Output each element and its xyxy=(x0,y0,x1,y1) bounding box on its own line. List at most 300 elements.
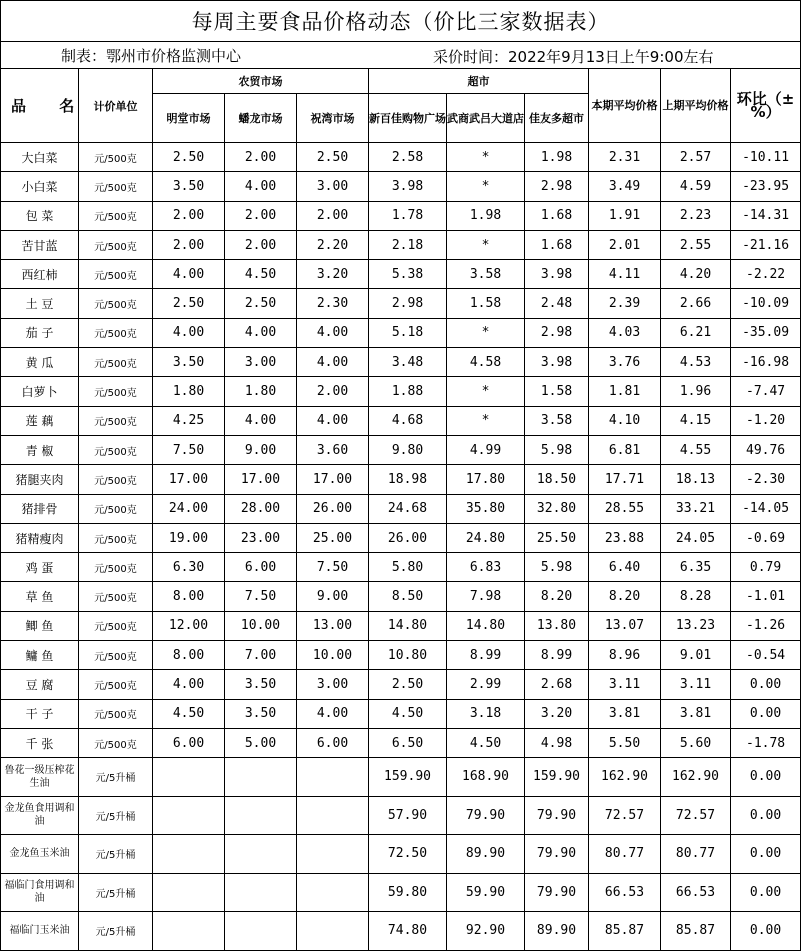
price-s2: 92.90 xyxy=(447,912,525,951)
price-last: 4.20 xyxy=(661,260,731,289)
table-row xyxy=(1,465,801,494)
price-m1: 24.00 xyxy=(153,494,225,523)
price-chg: 0.00 xyxy=(731,758,801,797)
price-m1: 2.00 xyxy=(153,230,225,259)
price-avg: 4.11 xyxy=(589,260,661,289)
item-name: 千 张 xyxy=(1,728,79,757)
item-name: 金龙鱼玉米油 xyxy=(1,835,79,874)
price-s2: * xyxy=(447,230,525,259)
price-s1: 24.68 xyxy=(369,494,447,523)
price-last: 2.57 xyxy=(661,143,731,172)
price-last: 1.96 xyxy=(661,377,731,406)
price-m2: 2.50 xyxy=(225,289,297,318)
price-m2: 7.00 xyxy=(225,641,297,670)
header-change: 环比（±%） xyxy=(731,69,801,143)
price-s3: 8.20 xyxy=(525,582,589,611)
price-avg: 3.11 xyxy=(589,670,661,699)
price-last: 6.35 xyxy=(661,553,731,582)
table-row xyxy=(1,260,801,289)
price-m1: 7.50 xyxy=(153,435,225,464)
price-m2: 4.50 xyxy=(225,260,297,289)
price-last: 162.90 xyxy=(661,758,731,797)
price-s3: 4.98 xyxy=(525,728,589,757)
price-s1: 59.80 xyxy=(369,873,447,912)
price-avg: 23.88 xyxy=(589,523,661,552)
price-s3: 2.98 xyxy=(525,172,589,201)
price-chg: -0.54 xyxy=(731,641,801,670)
price-m1: 4.50 xyxy=(153,699,225,728)
price-chg: 0.00 xyxy=(731,873,801,912)
item-name: 西红柿 xyxy=(1,260,79,289)
price-s1: 2.58 xyxy=(369,143,447,172)
table-row xyxy=(1,377,801,406)
price-s3: 2.98 xyxy=(525,318,589,347)
price-s2: 3.58 xyxy=(447,260,525,289)
price-avg: 2.01 xyxy=(589,230,661,259)
price-last: 18.13 xyxy=(661,465,731,494)
item-name: 苦甘蓝 xyxy=(1,230,79,259)
price-m3: 26.00 xyxy=(297,494,369,523)
item-name: 鲫 鱼 xyxy=(1,611,79,640)
price-s1: 18.98 xyxy=(369,465,447,494)
price-s1: 4.68 xyxy=(369,406,447,435)
price-m3: 6.00 xyxy=(297,728,369,757)
price-avg: 3.49 xyxy=(589,172,661,201)
header-market-2: 蟠龙市场 xyxy=(225,94,297,143)
price-s1: 6.50 xyxy=(369,728,447,757)
price-s3: 79.90 xyxy=(525,796,589,835)
item-unit: 元/500克 xyxy=(79,641,153,670)
price-avg: 3.81 xyxy=(589,699,661,728)
price-m2: 10.00 xyxy=(225,611,297,640)
price-s2: 14.80 xyxy=(447,611,525,640)
price-s1: 2.50 xyxy=(369,670,447,699)
item-name: 豆 腐 xyxy=(1,670,79,699)
price-s2: * xyxy=(447,143,525,172)
price-m3: 10.00 xyxy=(297,641,369,670)
price-chg: -14.31 xyxy=(731,201,801,230)
price-m3 xyxy=(297,873,369,912)
price-m1 xyxy=(153,758,225,797)
table-row xyxy=(1,553,801,582)
item-unit: 元/500克 xyxy=(79,435,153,464)
price-m2: 3.50 xyxy=(225,699,297,728)
table-row xyxy=(1,289,801,318)
price-m1 xyxy=(153,873,225,912)
item-unit: 元/500克 xyxy=(79,377,153,406)
price-s3: 5.98 xyxy=(525,553,589,582)
item-unit: 元/500克 xyxy=(79,230,153,259)
price-s1: 5.38 xyxy=(369,260,447,289)
price-s2: 4.50 xyxy=(447,728,525,757)
price-m2 xyxy=(225,758,297,797)
price-s1: 2.18 xyxy=(369,230,447,259)
price-m3: 4.00 xyxy=(297,699,369,728)
header-market-3: 祝湾市场 xyxy=(297,94,369,143)
price-m1: 4.00 xyxy=(153,260,225,289)
item-name: 猪精瘦肉 xyxy=(1,523,79,552)
price-m1: 4.00 xyxy=(153,318,225,347)
price-s1: 57.90 xyxy=(369,796,447,835)
item-unit: 元/500克 xyxy=(79,494,153,523)
price-s2: 3.18 xyxy=(447,699,525,728)
price-chg: -1.20 xyxy=(731,406,801,435)
price-avg: 72.57 xyxy=(589,796,661,835)
price-s1: 5.18 xyxy=(369,318,447,347)
price-m3: 17.00 xyxy=(297,465,369,494)
price-m2: 7.50 xyxy=(225,582,297,611)
price-m2: 6.00 xyxy=(225,553,297,582)
price-m1 xyxy=(153,835,225,874)
price-chg: -2.30 xyxy=(731,465,801,494)
item-name: 福临门玉米油 xyxy=(1,912,79,951)
price-s1: 26.00 xyxy=(369,523,447,552)
item-name: 猪排骨 xyxy=(1,494,79,523)
item-unit: 元/5升桶 xyxy=(79,873,153,912)
price-avg: 80.77 xyxy=(589,835,661,874)
item-name: 茄 子 xyxy=(1,318,79,347)
price-m3: 2.20 xyxy=(297,230,369,259)
item-name: 包 菜 xyxy=(1,201,79,230)
header-name: 品 名 xyxy=(1,69,79,143)
price-m3: 7.50 xyxy=(297,553,369,582)
price-m2 xyxy=(225,912,297,951)
price-s2: * xyxy=(447,172,525,201)
price-last: 5.60 xyxy=(661,728,731,757)
price-avg: 8.20 xyxy=(589,582,661,611)
price-m1 xyxy=(153,796,225,835)
item-unit: 元/500克 xyxy=(79,728,153,757)
price-s2: 79.90 xyxy=(447,796,525,835)
price-chg: 0.79 xyxy=(731,553,801,582)
price-m3: 3.60 xyxy=(297,435,369,464)
price-last: 9.01 xyxy=(661,641,731,670)
price-m3: 4.00 xyxy=(297,348,369,377)
price-chg: 0.00 xyxy=(731,796,801,835)
price-last: 33.21 xyxy=(661,494,731,523)
price-m2: 3.50 xyxy=(225,670,297,699)
price-s3: 1.58 xyxy=(525,377,589,406)
price-last: 24.05 xyxy=(661,523,731,552)
price-m3 xyxy=(297,796,369,835)
price-chg: 49.76 xyxy=(731,435,801,464)
price-s3: 79.90 xyxy=(525,873,589,912)
price-s3: 159.90 xyxy=(525,758,589,797)
price-s3: 32.80 xyxy=(525,494,589,523)
price-m3 xyxy=(297,912,369,951)
price-s3: 25.50 xyxy=(525,523,589,552)
price-last: 85.87 xyxy=(661,912,731,951)
price-m1: 1.80 xyxy=(153,377,225,406)
item-unit: 元/500克 xyxy=(79,348,153,377)
item-unit: 元/500克 xyxy=(79,465,153,494)
table-row xyxy=(1,172,801,201)
item-unit: 元/500克 xyxy=(79,201,153,230)
price-s1: 8.50 xyxy=(369,582,447,611)
price-last: 4.59 xyxy=(661,172,731,201)
price-s2: 1.58 xyxy=(447,289,525,318)
price-chg: -10.09 xyxy=(731,289,801,318)
price-s3: 1.68 xyxy=(525,230,589,259)
price-m2: 2.00 xyxy=(225,230,297,259)
item-name: 干 子 xyxy=(1,699,79,728)
item-unit: 元/500克 xyxy=(79,172,153,201)
price-s3: 2.68 xyxy=(525,670,589,699)
item-name: 鳙 鱼 xyxy=(1,641,79,670)
table-row xyxy=(1,758,801,797)
price-chg: 0.00 xyxy=(731,835,801,874)
price-m2: 28.00 xyxy=(225,494,297,523)
price-m3: 4.00 xyxy=(297,406,369,435)
price-last: 2.55 xyxy=(661,230,731,259)
price-m3: 3.20 xyxy=(297,260,369,289)
price-last: 3.11 xyxy=(661,670,731,699)
price-last: 4.53 xyxy=(661,348,731,377)
header-unit: 计价单位 xyxy=(79,69,153,143)
price-s1: 3.98 xyxy=(369,172,447,201)
price-s3: 3.98 xyxy=(525,348,589,377)
item-name: 白萝卜 xyxy=(1,377,79,406)
table-row xyxy=(1,582,801,611)
price-m1: 8.00 xyxy=(153,641,225,670)
price-s2: 35.80 xyxy=(447,494,525,523)
header-avg-this: 本期平均价格 xyxy=(589,69,661,143)
price-s1: 72.50 xyxy=(369,835,447,874)
price-m3: 2.00 xyxy=(297,201,369,230)
price-last: 2.23 xyxy=(661,201,731,230)
table-row xyxy=(1,230,801,259)
price-s2: 8.99 xyxy=(447,641,525,670)
price-last: 2.66 xyxy=(661,289,731,318)
price-avg: 8.96 xyxy=(589,641,661,670)
price-m2: 1.80 xyxy=(225,377,297,406)
price-chg: 0.00 xyxy=(731,699,801,728)
price-m3: 3.00 xyxy=(297,172,369,201)
price-m1: 4.25 xyxy=(153,406,225,435)
price-chg: -16.98 xyxy=(731,348,801,377)
price-avg: 1.81 xyxy=(589,377,661,406)
price-s2: 2.99 xyxy=(447,670,525,699)
price-s2: 24.80 xyxy=(447,523,525,552)
table-row xyxy=(1,406,801,435)
price-m3: 25.00 xyxy=(297,523,369,552)
price-s2: 59.90 xyxy=(447,873,525,912)
price-m1: 12.00 xyxy=(153,611,225,640)
price-last: 72.57 xyxy=(661,796,731,835)
price-avg: 1.91 xyxy=(589,201,661,230)
price-s2: * xyxy=(447,377,525,406)
price-m3: 2.00 xyxy=(297,377,369,406)
price-s2: * xyxy=(447,318,525,347)
header-avg-last: 上期平均价格 xyxy=(661,69,731,143)
table-row xyxy=(1,796,801,835)
price-chg: -10.11 xyxy=(731,143,801,172)
price-avg: 28.55 xyxy=(589,494,661,523)
price-last: 3.81 xyxy=(661,699,731,728)
price-s2: 1.98 xyxy=(447,201,525,230)
header-supermarket-2: 武商武吕大道店 xyxy=(447,94,525,143)
price-chg: -0.69 xyxy=(731,523,801,552)
price-m2: 23.00 xyxy=(225,523,297,552)
price-s1: 14.80 xyxy=(369,611,447,640)
price-s3: 1.68 xyxy=(525,201,589,230)
item-unit: 元/500克 xyxy=(79,318,153,347)
item-unit: 元/500克 xyxy=(79,523,153,552)
item-unit: 元/5升桶 xyxy=(79,912,153,951)
price-last: 4.15 xyxy=(661,406,731,435)
price-m2 xyxy=(225,835,297,874)
price-chg: -35.09 xyxy=(731,318,801,347)
price-chg: -1.01 xyxy=(731,582,801,611)
price-m1: 2.50 xyxy=(153,143,225,172)
price-m2 xyxy=(225,796,297,835)
price-m2 xyxy=(225,873,297,912)
price-s3: 18.50 xyxy=(525,465,589,494)
price-m1: 2.50 xyxy=(153,289,225,318)
price-s1: 2.98 xyxy=(369,289,447,318)
item-unit: 元/5升桶 xyxy=(79,758,153,797)
price-s3: 8.99 xyxy=(525,641,589,670)
price-s3: 79.90 xyxy=(525,835,589,874)
price-s1: 74.80 xyxy=(369,912,447,951)
page-title: 每周主要食品价格动态（价比三家数据表） xyxy=(1,1,801,42)
price-s3: 5.98 xyxy=(525,435,589,464)
item-unit: 元/500克 xyxy=(79,406,153,435)
price-avg: 66.53 xyxy=(589,873,661,912)
price-last: 80.77 xyxy=(661,835,731,874)
price-chg: -21.16 xyxy=(731,230,801,259)
price-m3: 9.00 xyxy=(297,582,369,611)
price-s1: 1.88 xyxy=(369,377,447,406)
maker-label: 制表：鄂州市价格监测中心 xyxy=(61,46,242,65)
item-name: 鸡 蛋 xyxy=(1,553,79,582)
price-s1: 9.80 xyxy=(369,435,447,464)
price-s1: 10.80 xyxy=(369,641,447,670)
price-last: 13.23 xyxy=(661,611,731,640)
price-chg: -1.26 xyxy=(731,611,801,640)
price-m2: 4.00 xyxy=(225,318,297,347)
item-name: 金龙鱼食用调和油 xyxy=(1,796,79,835)
price-m2: 3.00 xyxy=(225,348,297,377)
price-m2: 9.00 xyxy=(225,435,297,464)
price-avg: 5.50 xyxy=(589,728,661,757)
price-m1: 8.00 xyxy=(153,582,225,611)
price-avg: 2.39 xyxy=(589,289,661,318)
item-name: 猪腿夹肉 xyxy=(1,465,79,494)
price-m3: 2.30 xyxy=(297,289,369,318)
price-m2: 4.00 xyxy=(225,172,297,201)
table-row xyxy=(1,201,801,230)
price-s2: 4.58 xyxy=(447,348,525,377)
price-chg: -23.95 xyxy=(731,172,801,201)
table-row xyxy=(1,435,801,464)
price-m3: 2.50 xyxy=(297,143,369,172)
price-m1: 6.30 xyxy=(153,553,225,582)
price-s3: 3.98 xyxy=(525,260,589,289)
header-supermarket-1: 新百佳购物广场 xyxy=(369,94,447,143)
price-s3: 2.48 xyxy=(525,289,589,318)
price-avg: 2.31 xyxy=(589,143,661,172)
item-name: 福临门食用调和油 xyxy=(1,873,79,912)
price-avg: 17.71 xyxy=(589,465,661,494)
price-avg: 4.10 xyxy=(589,406,661,435)
item-name: 青 椒 xyxy=(1,435,79,464)
price-s2: 4.99 xyxy=(447,435,525,464)
price-s1: 1.78 xyxy=(369,201,447,230)
price-s3: 3.58 xyxy=(525,406,589,435)
price-m1: 3.50 xyxy=(153,172,225,201)
price-chg: -2.22 xyxy=(731,260,801,289)
item-name: 鲁花一级压榨花生油 xyxy=(1,758,79,797)
price-last: 4.55 xyxy=(661,435,731,464)
price-s2: 89.90 xyxy=(447,835,525,874)
collect-time-label: 采价时间：2022年9月13日上午9:00左右 xyxy=(433,48,714,66)
price-s1: 5.80 xyxy=(369,553,447,582)
price-chg: 0.00 xyxy=(731,912,801,951)
price-s3: 3.20 xyxy=(525,699,589,728)
price-m2: 4.00 xyxy=(225,406,297,435)
header-supermarket-3: 佳友多超市 xyxy=(525,94,589,143)
price-m1: 2.00 xyxy=(153,201,225,230)
price-m1: 3.50 xyxy=(153,348,225,377)
table-row xyxy=(1,728,801,757)
table-row xyxy=(1,611,801,640)
item-unit: 元/5升桶 xyxy=(79,796,153,835)
price-m2: 2.00 xyxy=(225,143,297,172)
price-s2: 17.80 xyxy=(447,465,525,494)
table-row xyxy=(1,143,801,172)
item-name: 黄 瓜 xyxy=(1,348,79,377)
table-row xyxy=(1,699,801,728)
item-name: 草 鱼 xyxy=(1,582,79,611)
price-chg: -7.47 xyxy=(731,377,801,406)
price-avg: 6.40 xyxy=(589,553,661,582)
table-row xyxy=(1,835,801,874)
price-s1: 3.48 xyxy=(369,348,447,377)
item-name: 土 豆 xyxy=(1,289,79,318)
price-s1: 159.90 xyxy=(369,758,447,797)
item-unit: 元/500克 xyxy=(79,553,153,582)
price-avg: 162.90 xyxy=(589,758,661,797)
table-row xyxy=(1,494,801,523)
price-avg: 13.07 xyxy=(589,611,661,640)
price-m2: 2.00 xyxy=(225,201,297,230)
price-s2: 168.90 xyxy=(447,758,525,797)
price-m3 xyxy=(297,835,369,874)
header-market-1: 明堂市场 xyxy=(153,94,225,143)
table-row xyxy=(1,912,801,951)
item-name: 大白菜 xyxy=(1,143,79,172)
price-last: 8.28 xyxy=(661,582,731,611)
price-m1: 17.00 xyxy=(153,465,225,494)
price-m1 xyxy=(153,912,225,951)
item-unit: 元/500克 xyxy=(79,143,153,172)
table-row xyxy=(1,670,801,699)
price-m2: 17.00 xyxy=(225,465,297,494)
table-row xyxy=(1,641,801,670)
price-m3: 4.00 xyxy=(297,318,369,347)
price-s2: 7.98 xyxy=(447,582,525,611)
price-s1: 4.50 xyxy=(369,699,447,728)
price-avg: 4.03 xyxy=(589,318,661,347)
item-unit: 元/500克 xyxy=(79,611,153,640)
price-m3 xyxy=(297,758,369,797)
price-m3: 3.00 xyxy=(297,670,369,699)
table-row xyxy=(1,348,801,377)
price-chg: -1.78 xyxy=(731,728,801,757)
price-m1: 4.00 xyxy=(153,670,225,699)
price-m2: 5.00 xyxy=(225,728,297,757)
